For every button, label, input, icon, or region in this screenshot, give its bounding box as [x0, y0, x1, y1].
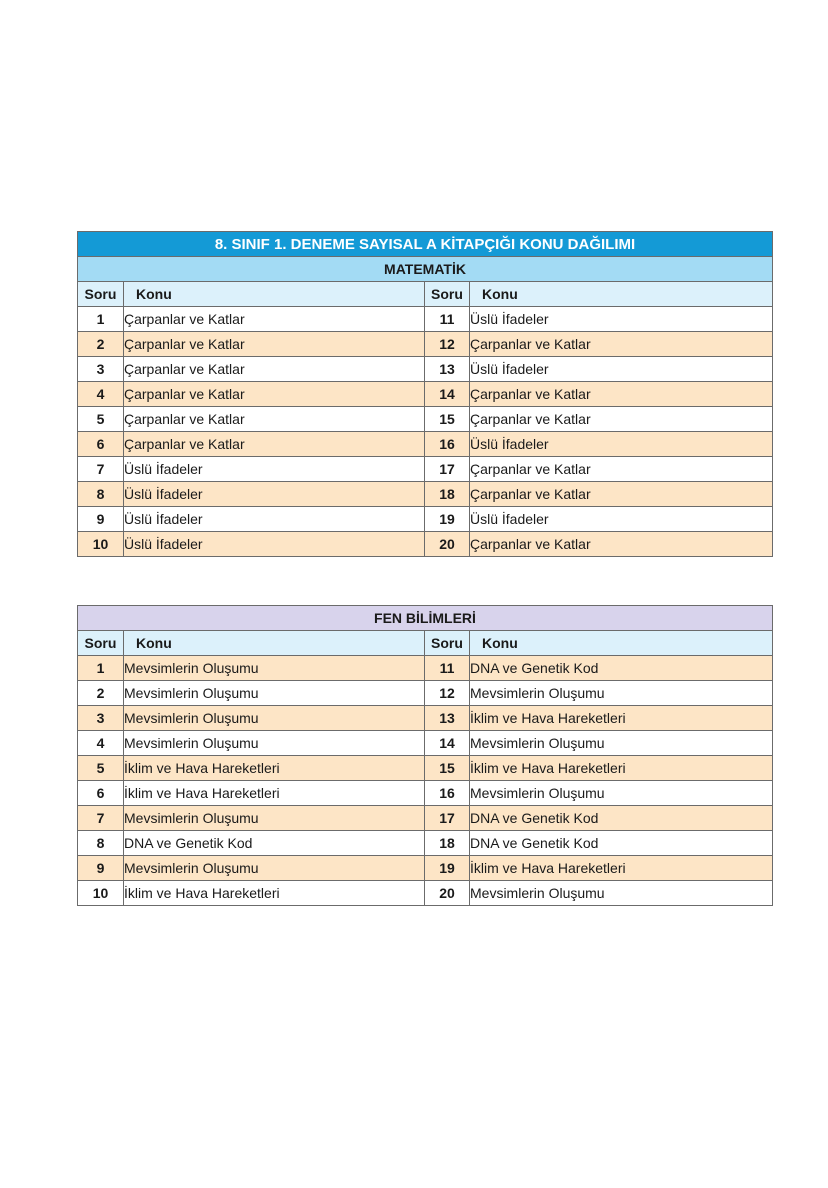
table-row: [78, 407, 773, 432]
column-header-soru-2: Soru: [425, 282, 470, 307]
soru-number: 13: [425, 706, 470, 731]
soru-number: 18: [425, 482, 470, 507]
konu-cell: Çarpanlar ve Katlar: [470, 407, 773, 432]
soru-number: 12: [425, 332, 470, 357]
table-row: [78, 457, 773, 482]
konu-cell: Çarpanlar ve Katlar: [470, 457, 773, 482]
table-row: [78, 307, 773, 332]
soru-number: 7: [78, 457, 124, 482]
konu-cell: Mevsimlerin Oluşumu: [470, 881, 773, 906]
konu-cell: Çarpanlar ve Katlar: [470, 482, 773, 507]
table-row: [78, 532, 773, 557]
table-row: [78, 856, 773, 881]
soru-number: 17: [425, 806, 470, 831]
konu-cell: Çarpanlar ve Katlar: [470, 332, 773, 357]
table-row: [78, 432, 773, 457]
soru-number: 9: [78, 507, 124, 532]
soru-number: 9: [78, 856, 124, 881]
column-header-konu: Konu: [124, 631, 425, 656]
konu-cell: Çarpanlar ve Katlar: [124, 407, 425, 432]
matematik-heading-row: [78, 257, 773, 282]
konu-cell: Mevsimlerin Oluşumu: [124, 806, 425, 831]
konu-cell: Üslü İfadeler: [470, 432, 773, 457]
konu-cell: Üslü İfadeler: [124, 532, 425, 557]
fen-body: [78, 656, 773, 906]
soru-number: 16: [425, 781, 470, 806]
soru-number: 1: [78, 307, 124, 332]
konu-cell: Üslü İfadeler: [124, 482, 425, 507]
soru-number: 19: [425, 507, 470, 532]
konu-cell: Üslü İfadeler: [124, 507, 425, 532]
soru-number: 15: [425, 756, 470, 781]
table-row: [78, 781, 773, 806]
matematik-body: [78, 307, 773, 557]
konu-cell: İklim ve Hava Hareketleri: [124, 756, 425, 781]
konu-cell: İklim ve Hava Hareketleri: [124, 781, 425, 806]
konu-cell: İklim ve Hava Hareketleri: [470, 756, 773, 781]
konu-cell: Mevsimlerin Oluşumu: [124, 656, 425, 681]
konu-cell: Mevsimlerin Oluşumu: [124, 856, 425, 881]
konu-cell: DNA ve Genetik Kod: [124, 831, 425, 856]
page-title: 8. SINIF 1. DENEME SAYISAL A KİTAPÇIĞI KONU DAĞILIMI: [78, 232, 773, 257]
konu-cell: DNA ve Genetik Kod: [470, 831, 773, 856]
soru-number: 20: [425, 881, 470, 906]
title-row: [78, 232, 773, 257]
konu-cell: Çarpanlar ve Katlar: [124, 382, 425, 407]
konu-cell: Çarpanlar ve Katlar: [124, 357, 425, 382]
column-header-row: [78, 282, 773, 307]
soru-number: 11: [425, 307, 470, 332]
column-header-soru: Soru: [78, 282, 124, 307]
column-header-soru: Soru: [78, 631, 124, 656]
soru-number: 2: [78, 332, 124, 357]
konu-cell: Çarpanlar ve Katlar: [124, 432, 425, 457]
soru-number: 15: [425, 407, 470, 432]
soru-number: 7: [78, 806, 124, 831]
soru-number: 17: [425, 457, 470, 482]
soru-number: 6: [78, 781, 124, 806]
soru-number: 4: [78, 731, 124, 756]
table-row: [78, 656, 773, 681]
soru-number: 14: [425, 382, 470, 407]
konu-cell: DNA ve Genetik Kod: [470, 806, 773, 831]
matematik-table: [77, 231, 773, 557]
column-header-soru-2: Soru: [425, 631, 470, 656]
konu-cell: Mevsimlerin Oluşumu: [124, 731, 425, 756]
konu-cell: Çarpanlar ve Katlar: [470, 532, 773, 557]
fen-table: [77, 605, 773, 906]
soru-number: 13: [425, 357, 470, 382]
konu-cell: İklim ve Hava Hareketleri: [124, 881, 425, 906]
konu-cell: Çarpanlar ve Katlar: [124, 332, 425, 357]
table-row: [78, 332, 773, 357]
soru-number: 2: [78, 681, 124, 706]
soru-number: 10: [78, 532, 124, 557]
soru-number: 5: [78, 407, 124, 432]
konu-cell: Mevsimlerin Oluşumu: [124, 706, 425, 731]
konu-cell: DNA ve Genetik Kod: [470, 656, 773, 681]
table-row: [78, 756, 773, 781]
table-row: [78, 881, 773, 906]
soru-number: 18: [425, 831, 470, 856]
table-row: [78, 731, 773, 756]
column-header-row: [78, 631, 773, 656]
table-row: [78, 681, 773, 706]
column-header-konu-2: Konu: [470, 631, 773, 656]
konu-cell: İklim ve Hava Hareketleri: [470, 856, 773, 881]
konu-cell: Üslü İfadeler: [124, 457, 425, 482]
soru-number: 3: [78, 706, 124, 731]
fen-heading: FEN BİLİMLERİ: [78, 606, 773, 631]
matematik-heading: MATEMATİK: [78, 257, 773, 282]
column-header-konu: Konu: [124, 282, 425, 307]
soru-number: 8: [78, 482, 124, 507]
konu-cell: Üslü İfadeler: [470, 307, 773, 332]
soru-number: 10: [78, 881, 124, 906]
soru-number: 11: [425, 656, 470, 681]
table-row: [78, 706, 773, 731]
konu-cell: Mevsimlerin Oluşumu: [470, 781, 773, 806]
konu-cell: Mevsimlerin Oluşumu: [470, 681, 773, 706]
soru-number: 8: [78, 831, 124, 856]
table-row: [78, 357, 773, 382]
table-row: [78, 382, 773, 407]
soru-number: 20: [425, 532, 470, 557]
soru-number: 4: [78, 382, 124, 407]
konu-cell: Mevsimlerin Oluşumu: [124, 681, 425, 706]
konu-cell: Mevsimlerin Oluşumu: [470, 731, 773, 756]
soru-number: 3: [78, 357, 124, 382]
fen-heading-row: [78, 606, 773, 631]
column-header-konu-2: Konu: [470, 282, 773, 307]
konu-cell: Üslü İfadeler: [470, 507, 773, 532]
soru-number: 14: [425, 731, 470, 756]
table-row: [78, 507, 773, 532]
table-row: [78, 806, 773, 831]
table-row: [78, 482, 773, 507]
soru-number: 1: [78, 656, 124, 681]
konu-cell: İklim ve Hava Hareketleri: [470, 706, 773, 731]
soru-number: 12: [425, 681, 470, 706]
konu-cell: Çarpanlar ve Katlar: [470, 382, 773, 407]
soru-number: 16: [425, 432, 470, 457]
soru-number: 6: [78, 432, 124, 457]
konu-cell: Üslü İfadeler: [470, 357, 773, 382]
table-row: [78, 831, 773, 856]
soru-number: 5: [78, 756, 124, 781]
konu-cell: Çarpanlar ve Katlar: [124, 307, 425, 332]
soru-number: 19: [425, 856, 470, 881]
